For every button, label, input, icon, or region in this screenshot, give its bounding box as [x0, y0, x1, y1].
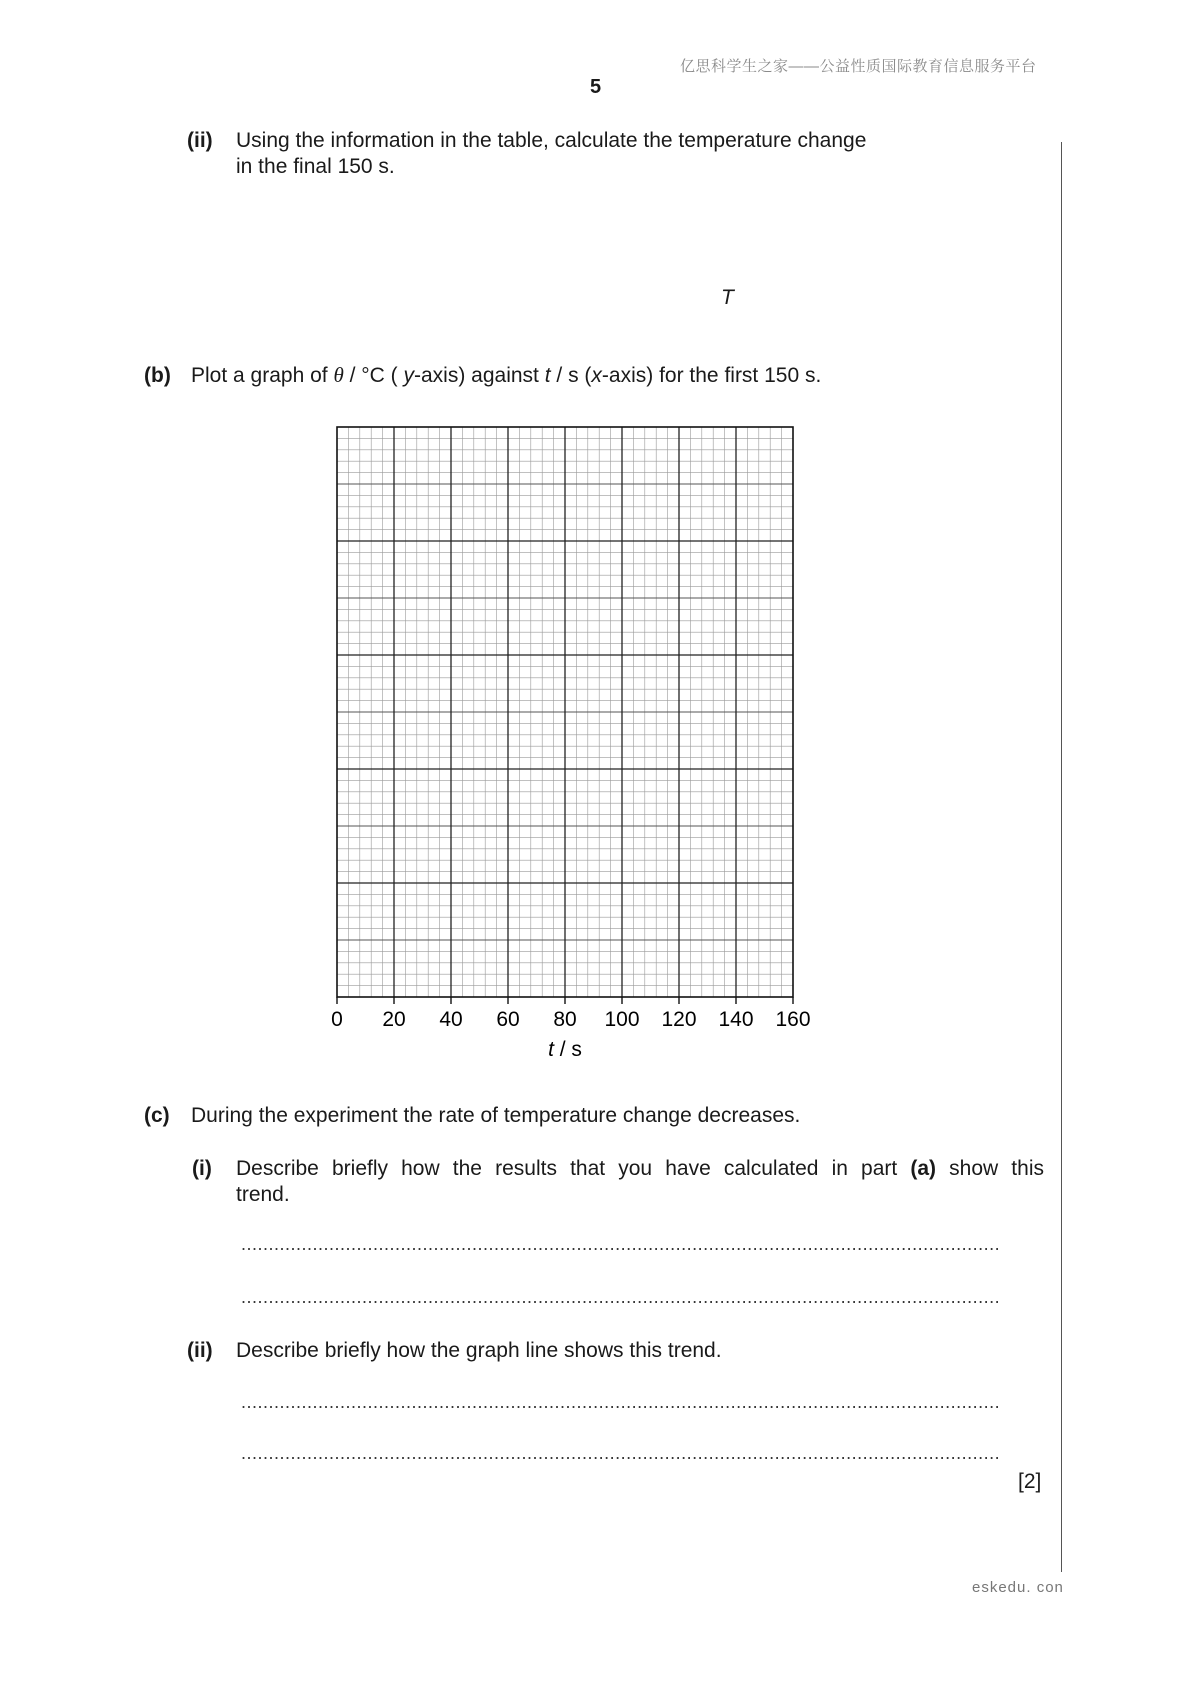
x-axis-label — [548, 1038, 582, 1061]
question-b-text-post: -axis) for the first 150 s. — [601, 364, 822, 387]
x-axis-label-var: t — [548, 1038, 554, 1061]
x-axis-symbol: x — [591, 364, 602, 387]
question-c-i-ref: (a) — [910, 1157, 937, 1180]
x-tick-label: 60 — [496, 1008, 520, 1031]
question-label-c-i: (i) — [192, 1157, 212, 1180]
marks-label: [2] — [1018, 1470, 1042, 1493]
page-number: 5 — [589, 76, 602, 98]
theta-symbol: θ — [333, 363, 344, 387]
x-tick-label: 0 — [331, 1008, 343, 1031]
question-label-b: (b) — [144, 364, 171, 387]
x-tick-label: 20 — [382, 1008, 406, 1031]
graph-paper[interactable] — [320, 415, 820, 1070]
x-tick-label: 100 — [604, 1008, 640, 1031]
question-c-i-text-pre: Describe briefly how the results that you have calculated in part — [236, 1157, 911, 1180]
x-axis-tick-labels — [331, 1008, 810, 1031]
question-c-i-line1 — [236, 1155, 1044, 1182]
answer-line-c-i-1[interactable]: .......................................................................................................................................... — [241, 1234, 1001, 1254]
header-site-text: 亿思科学生之家——公益性质国际教育信息服务平台 — [680, 58, 1037, 75]
x-tick-label: 160 — [775, 1008, 811, 1031]
x-axis-label-unit: / s — [553, 1038, 582, 1061]
x-tick-label: 80 — [553, 1008, 577, 1031]
margin-line — [1061, 142, 1062, 1572]
question-c-i-text-post: show this — [936, 1157, 1044, 1180]
question-a-ii-line2: in the final 150 s. — [236, 155, 395, 178]
question-label-c-ii: (ii) — [187, 1339, 213, 1362]
x-tick-label: 40 — [439, 1008, 463, 1031]
x-tick-label: 140 — [718, 1008, 754, 1031]
answer-line-c-i-2[interactable]: .......................................................................................................................................... — [241, 1287, 1001, 1307]
question-b-text-mid2: -axis) against — [414, 364, 545, 387]
question-b-text-pre: Plot a graph of — [191, 364, 334, 387]
question-c-ii-text: Describe briefly how the graph line shows this trend. — [236, 1339, 722, 1362]
question-label-a-ii: (ii) — [187, 129, 213, 152]
answer-line-c-ii-1[interactable]: .......................................................................................................................................... — [241, 1392, 1001, 1412]
answer-line-c-ii-2[interactable]: .......................................................................................................................................... — [241, 1443, 1001, 1463]
x-axis-ticks — [337, 997, 793, 1004]
y-axis-symbol: y — [403, 364, 414, 387]
question-a-ii-line1: Using the information in the table, calculate the temperature change — [236, 129, 867, 152]
footer-site-text: eskedu. con — [972, 1579, 1064, 1596]
t-symbol: t — [544, 364, 551, 387]
x-tick-label: 120 — [661, 1008, 697, 1031]
answer-symbol: T — [721, 286, 734, 309]
question-b-text-mid1: / °C ( — [343, 364, 404, 387]
question-b-text — [191, 362, 821, 389]
question-b-text-mid3: / s ( — [550, 364, 592, 387]
question-c-i-line2: trend. — [236, 1183, 290, 1206]
question-c-text: During the experiment the rate of temperature change decreases. — [191, 1104, 801, 1127]
question-label-c: (c) — [144, 1104, 170, 1127]
